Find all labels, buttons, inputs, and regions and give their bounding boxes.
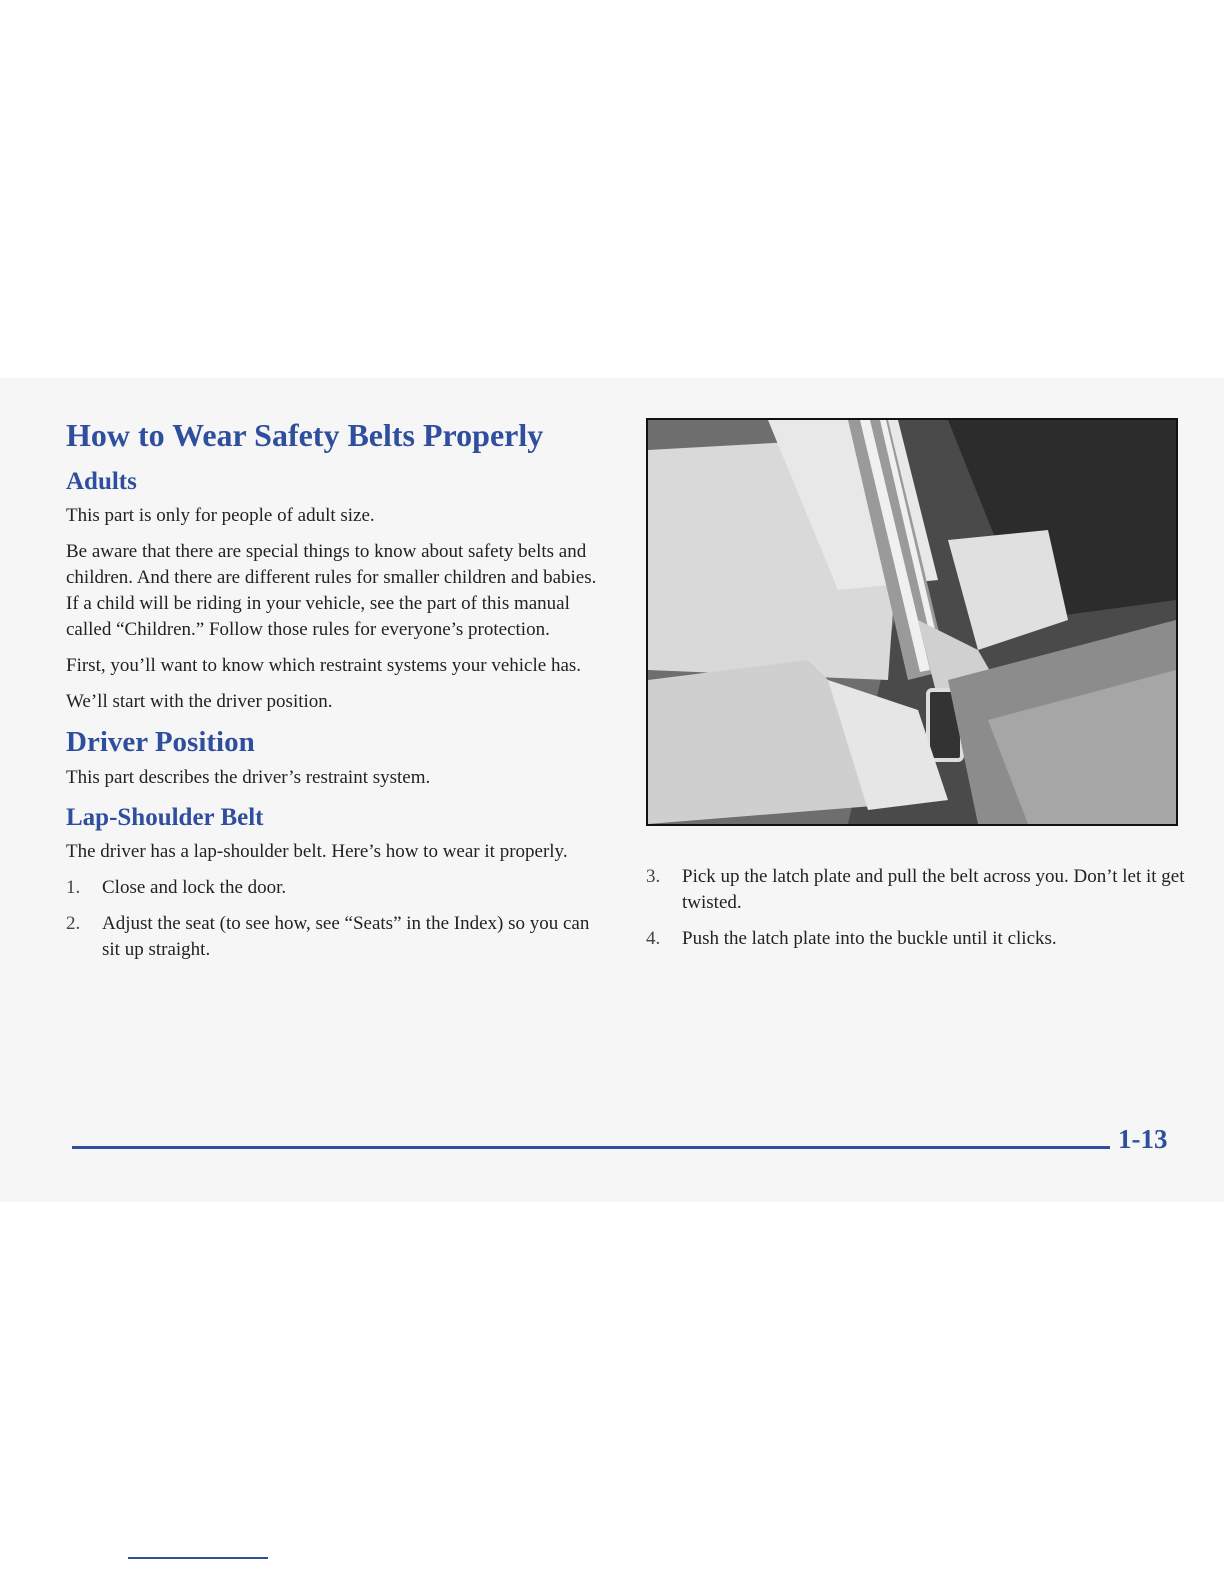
adults-paragraph-1: This part is only for people of adult size.	[66, 505, 375, 526]
list-item	[646, 864, 1186, 916]
adults-paragraph-4: We’ll start with the driver position.	[66, 691, 333, 712]
seatbelt-illustration	[646, 418, 1178, 826]
list-item	[66, 911, 611, 963]
bottom-rule	[128, 1557, 268, 1559]
step-number: 1.	[66, 877, 81, 898]
lap-shoulder-heading: Lap-Shoulder Belt	[66, 804, 264, 831]
seatbelt-illustration-drawing	[648, 420, 1176, 824]
driver-position-heading: Driver Position	[66, 726, 255, 758]
adults-heading: Adults	[66, 468, 137, 495]
list-item	[66, 875, 611, 901]
left-column	[66, 415, 611, 973]
step-text: Push the latch plate into the buckle until it clicks.	[682, 928, 1057, 949]
footer-rule	[72, 1146, 1110, 1149]
driver-paragraph: This part describes the driver’s restraint system.	[66, 767, 431, 788]
list-item	[646, 926, 1186, 952]
adults-paragraph-3: First, you’ll want to know which restraint systems your vehicle has.	[66, 655, 582, 676]
adults-paragraph-2: Be aware that there are special things to know about safety belts and children. And there are different rules for smaller children and babies. If a child will be riding in your vehicle, see the part of this manual called “Children.” Follow those rules for everyone’s protection.	[66, 541, 597, 640]
step-number: 3.	[646, 866, 661, 887]
page-title: How to Wear Safety Belts Properly	[66, 417, 544, 453]
step-text: Pick up the latch plate and pull the belt across you. Don’t let it get twisted.	[682, 866, 1185, 913]
right-column	[646, 418, 1186, 962]
step-text: Close and lock the door.	[102, 877, 287, 898]
page-number: 1-13	[1118, 1124, 1168, 1154]
step-number: 4.	[646, 928, 661, 949]
step-number: 2.	[66, 913, 81, 934]
left-steps-list	[66, 875, 611, 963]
lap-shoulder-paragraph: The driver has a lap-shoulder belt. Here’s how to wear it properly.	[66, 841, 568, 862]
step-text: Adjust the seat (to see how, see “Seats” in the Index) so you can sit up straight.	[102, 913, 590, 960]
right-steps-list	[646, 864, 1186, 952]
